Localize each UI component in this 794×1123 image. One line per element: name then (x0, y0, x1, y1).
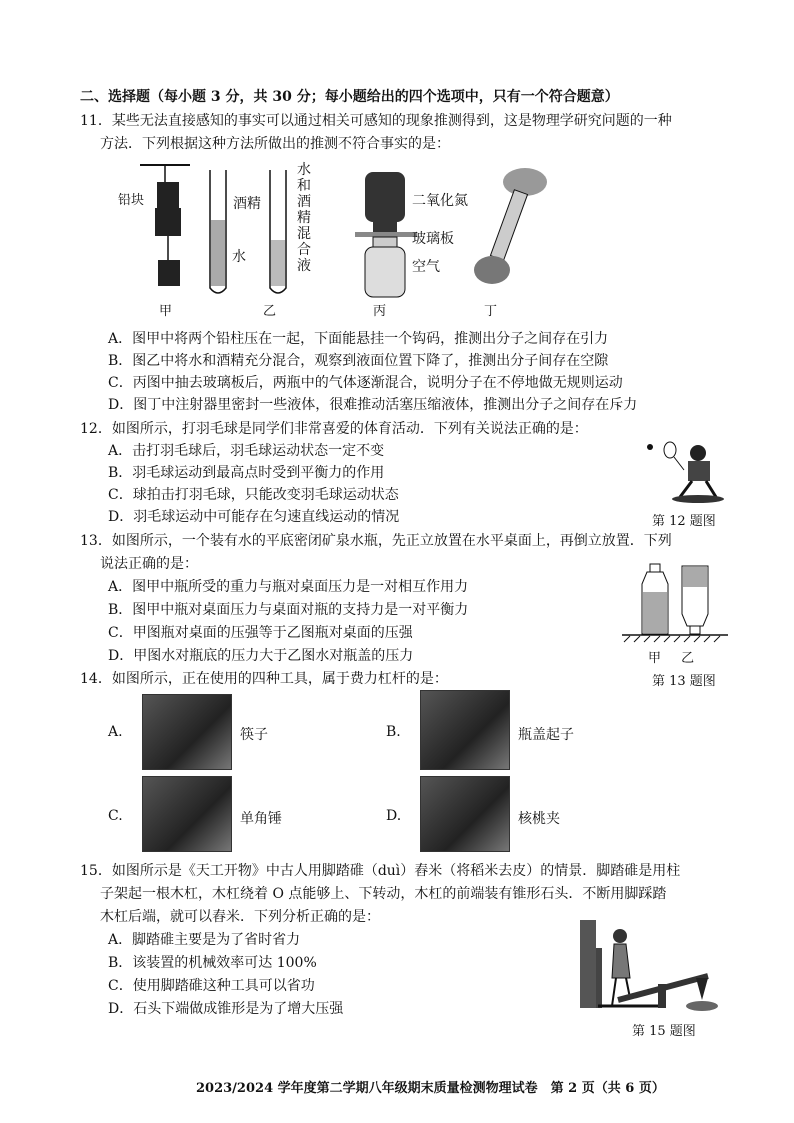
q11-option-a: A．图甲中将两个铅柱压在一起，下面能悬挂一个钩码，推测出分子之间存在引力 (108, 331, 609, 347)
q13-option-d: D．甲图水对瓶底的压力大于乙图水对瓶盖的压力 (108, 648, 414, 664)
q11-option-b: B．图乙中将水和酒精充分混合，观察到液面位置下降了，推测出分子间存在空隙 (108, 353, 609, 369)
q11-option-d: D．图丁中注射器里密封一些液体，很难推动活塞压缩液体，推测出分子之间存在斥力 (108, 397, 638, 413)
label-water: 水 (232, 249, 246, 265)
q13-figure-labels: 甲 乙 (648, 651, 703, 666)
section-title: 二、选择题（每小题 3 分，共 30 分；每小题给出的四个选项中，只有一个符合题意） (80, 89, 619, 105)
lead-blocks-figure (140, 165, 190, 286)
q13-stem-line1: 13．如图所示，一个装有水的平底密闭矿泉水瓶，先正立放置在水平桌面上，再倒立放置．下列 (80, 533, 672, 549)
q11-stem-line2: 方法．下列根据这种方法所做出的推测不符合事实的是： (100, 136, 450, 152)
q13-option-b: B．图甲中瓶对桌面压力与桌面对瓶的支持力是一对平衡力 (108, 602, 469, 618)
q15-option-a: A．脚踏碓主要是为了省时省力 (108, 932, 301, 948)
bottles-figure (620, 562, 730, 644)
label-lead-block: 铅块 (118, 193, 145, 208)
q15-stem-line3: 木杠后端，就可以舂米．下列分析正确的是： (100, 909, 380, 925)
caption-yi: 乙 (263, 304, 277, 319)
q14-option-b-letter: B. (386, 724, 401, 740)
claw-hammer-photo (142, 776, 232, 852)
badminton-player-figure (640, 435, 730, 505)
q11-figures (130, 160, 560, 310)
label-glass-plate: 玻璃板 (412, 231, 454, 247)
label-mixture: 水和酒精混合液 (297, 162, 311, 274)
q13-option-c: C．甲图瓶对桌面的压强等于乙图瓶对桌面的压强 (108, 625, 413, 641)
caption-ding: 丁 (484, 304, 498, 319)
q14-option-d-name: 核桃夹 (518, 811, 560, 827)
chopsticks-photo (142, 694, 232, 770)
label-alcohol: 酒精 (233, 196, 261, 212)
q12-option-b: B．羽毛球运动到最高点时受到平衡力的作用 (108, 465, 385, 481)
label-air: 空气 (412, 259, 440, 275)
caption-bing: 丙 (373, 304, 387, 319)
caption-jia: 甲 (159, 304, 173, 319)
q15-option-b: B．该装置的机械效率可达 100% (108, 955, 317, 971)
nutcracker-photo (420, 776, 510, 852)
q14-stem: 14．如图所示，正在使用的四种工具，属于费力杠杆的是： (80, 671, 448, 687)
q12-option-c: C．球拍击打羽毛球，只能改变羽毛球运动状态 (108, 487, 399, 503)
bottle-opener-photo (420, 690, 510, 770)
label-no2: 二氧化氮 (412, 193, 468, 209)
q13-stem-line2: 说法正确的是： (100, 556, 198, 572)
q14-option-b-name: 瓶盖起子 (518, 727, 574, 743)
q15-stem-line2: 子架起一根木杠，木杠绕着 O 点能够上、下转动，木杠的前端装有锥形石头．不断用脚踩踏 (100, 886, 667, 902)
q15-option-c: C．使用脚踏碓这种工具可以省功 (108, 978, 315, 994)
q11-option-c: C．丙图中抽去玻璃板后，两瓶中的气体逐渐混合，说明分子在不停地做无规则运动 (108, 375, 623, 391)
q14-option-a-name: 筷子 (240, 727, 268, 743)
q14-option-d-letter: D. (386, 808, 402, 824)
syringe-figure (474, 168, 547, 284)
gas-bottles-figure (355, 172, 417, 297)
q15-option-d: D．石头下端做成锥形是为了增大压强 (108, 1001, 344, 1017)
q15-stem-line1: 15．如图所示是《天工开物》中古人用脚踏碓（duì）舂米（将稻米去皮）的情景．脚踏碓是用柱 (80, 863, 681, 879)
q12-figure-caption: 第 12 题图 (652, 514, 716, 529)
q12-stem: 12．如图所示，打羽毛球是同学们非常喜爱的体育活动．下列有关说法正确的是： (80, 421, 588, 437)
q15-figure-caption: 第 15 题图 (632, 1024, 696, 1039)
q14-option-c-name: 单角锤 (240, 811, 282, 827)
q14-option-c-letter: C. (108, 808, 123, 824)
test-tubes-figure (210, 170, 286, 293)
q12-option-a: A．击打羽毛球后，羽毛球运动状态一定不变 (108, 443, 385, 459)
q13-figure-caption: 第 13 题图 (652, 674, 716, 689)
q13-option-a: A．图甲中瓶所受的重力与瓶对桌面压力是一对相互作用力 (108, 579, 469, 595)
treadle-pounder-figure (578, 918, 728, 1016)
page-footer: 2023/2024 学年度第二学期八年级期末质量检测物理试卷 第 2 页（共 6 页） (196, 1081, 665, 1096)
q11-stem-line1: 11．某些无法直接感知的事实可以通过相关可感知的现象推测得到，这是物理学研究问题的一种 (80, 113, 672, 129)
q12-option-d: D．羽毛球运动中可能存在匀速直线运动的情况 (108, 509, 400, 525)
q14-option-a-letter: A. (108, 724, 123, 740)
